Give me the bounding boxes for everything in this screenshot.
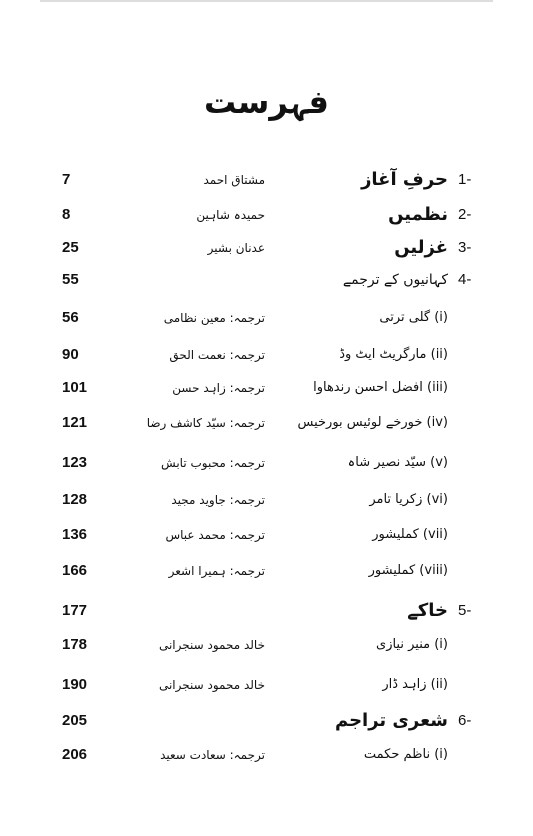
entry-title: شعری تراجم [334, 710, 448, 731]
author-name: خالد محمود سنجرانی [158, 638, 265, 652]
top-edge-rule [40, 0, 493, 2]
author-name: ترجمہ: ہمیرا اشعر [168, 564, 265, 578]
entry-title: (vi) زکریا تامر [369, 492, 448, 507]
section-number: 3- [458, 239, 472, 256]
entry-title: (i) گلی ترتی [379, 310, 448, 325]
page-number: 56 [62, 309, 79, 326]
page-number: 128 [62, 491, 88, 508]
author-name: حمیدہ شاہین [196, 208, 265, 222]
section-number: 2- [458, 206, 472, 223]
page-number: 55 [62, 271, 79, 288]
page-number: 121 [62, 414, 88, 431]
toc-row [0, 743, 533, 767]
entry-title: (i) منیر نیازی [376, 637, 448, 652]
toc-row [0, 268, 533, 292]
toc-row [0, 306, 533, 330]
author-name: ترجمہ: جاوید مجید [171, 493, 265, 507]
toc-row [0, 168, 533, 192]
section-number: 6- [458, 712, 472, 729]
page-number: 7 [62, 171, 71, 188]
author-name: ترجمہ: محبوب تابش [161, 456, 265, 470]
entry-title: (v) سیّد نصیر شاہ [347, 455, 448, 470]
entry-title: (i) ناظم حکمت [363, 747, 448, 762]
entry-title: نظمیں [388, 204, 448, 225]
author-name: مشتاق احمد [203, 173, 265, 187]
section-number: 5- [458, 602, 472, 619]
toc-row [0, 411, 533, 435]
author-name: ترجمہ: معین نظامی [163, 311, 265, 325]
toc-row [0, 451, 533, 475]
entry-title: کہانیوں کے ترجمے [342, 272, 448, 288]
page-number: 136 [62, 526, 88, 543]
page-number: 166 [62, 562, 88, 579]
page-number: 8 [62, 206, 71, 223]
toc-row [0, 709, 533, 733]
section-number: 4- [458, 271, 472, 288]
entry-title: (iii) افضل احسن رندھاوا [313, 380, 448, 395]
entry-title: (ii) مارگریٹ ایٹ وڈ [339, 347, 448, 362]
page-number: 25 [62, 239, 79, 256]
page-number: 206 [62, 746, 88, 763]
page-number: 123 [62, 454, 88, 471]
page-number: 178 [62, 636, 88, 653]
entry-title: (viii) کملیشور [368, 563, 448, 578]
page-number: 101 [62, 379, 88, 396]
entry-title: حرفِ آغاز [361, 169, 448, 190]
page-number: 205 [62, 712, 88, 729]
author-name: خالد محمود سنجرانی [158, 678, 265, 692]
toc-row [0, 203, 533, 227]
entry-title: (ii) زاہد ڈار [382, 677, 448, 692]
section-number: 1- [458, 171, 472, 188]
page-title: فہرست [204, 83, 329, 121]
author-name: ترجمہ: نعمت الحق [169, 348, 265, 362]
toc-row [0, 673, 533, 697]
toc-row [0, 343, 533, 367]
author-name: عدنان بشیر [207, 241, 265, 255]
toc-row [0, 633, 533, 657]
toc-row [0, 376, 533, 400]
page-number: 90 [62, 346, 79, 363]
toc-row [0, 236, 533, 260]
toc-row [0, 488, 533, 512]
toc-row [0, 559, 533, 583]
author-name: ترجمہ: سیّد کاشف رضا [146, 416, 265, 430]
author-name: ترجمہ: زاہد حسن [172, 381, 265, 395]
toc-row [0, 599, 533, 623]
author-name: ترجمہ: سعادت سعید [160, 748, 265, 762]
author-name: ترجمہ: محمد عباس [165, 528, 265, 542]
page-number: 190 [62, 676, 88, 693]
page-number: 177 [62, 602, 88, 619]
entry-title: خاکے [407, 600, 448, 621]
entry-title: (vii) کملیشور [372, 527, 448, 542]
entry-title: (iv) خورخے لوئیس بورخیس [297, 415, 448, 430]
entry-title: غزلیں [394, 237, 448, 258]
toc-row [0, 523, 533, 547]
